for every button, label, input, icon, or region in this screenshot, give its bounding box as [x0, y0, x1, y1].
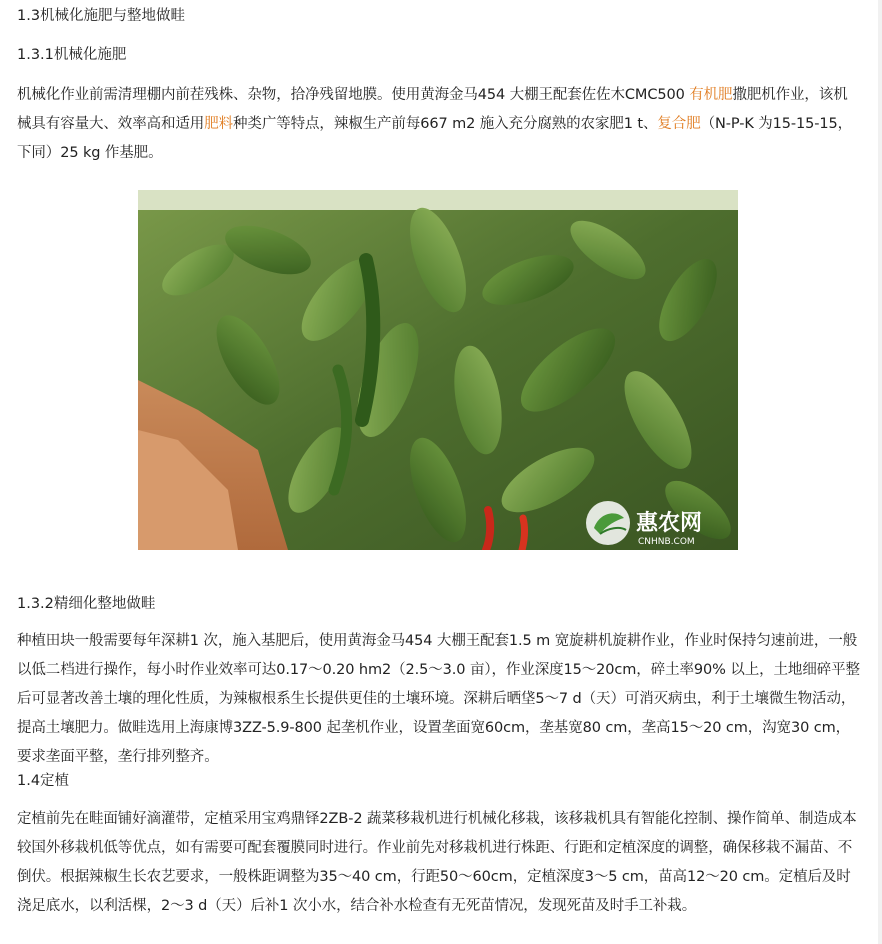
watermark-cn: 惠农网: [636, 511, 703, 536]
link-organic-fertilizer[interactable]: 有机肥: [689, 87, 733, 103]
paragraph-text: （N-P-K 为15-15-15，下同）25 kg 作基肥。: [17, 116, 853, 161]
paragraph-tillage: 种植田块一般需要每年深耕1 次，施入基肥后，使用黄海金马454 大棚王配套1.5 m 宽旋耕机旋耕作业，作业时保持匀速前进，一般以低二档进行操作，每小时作业效率可达0.17～0.20 hm2（2.5～3.0 亩），作业深度15～20cm，碎土率90% 以上，土地细碎平整后可显著改善土壤的理化性质，为辣椒根系生长提供更佳的土壤环境。深耕后晒垡5～7 d（天）可消灭病虫，利于土壤微生物活动，提高土壤肥力。做畦选用上海康博3ZZ-5.9-800 起垄机作业，设置垄面宽60cm，垄基宽80 cm，垄高15～20 cm，沟宽30 cm，要求垄面平整，垄行排列整齐。: [17, 633, 860, 765]
pepper-plants-photo: [138, 190, 738, 550]
paragraph-fertilization: [17, 81, 862, 168]
paragraph-text: 机械化作业前需清理棚内前茬残株、杂物，拾净残留地膜。使用黄海金马454 大棚王配套佐佐木CMC500: [17, 87, 690, 103]
paragraph-text: 撒肥机作业，该机械具有容量大、效率高和适用: [17, 87, 848, 132]
paragraph-text: 种类广等特点，辣椒生产前每667 m2 施入充分腐熟的农家肥1 t、: [233, 116, 658, 132]
section-heading-1-3: 1.3机械化施肥与整地做畦: [17, 8, 186, 24]
scrollbar[interactable]: [878, 0, 882, 944]
paragraph-transplanting: 定植前先在畦面铺好滴灌带，定植采用宝鸡鼎铎2ZB-2 蔬菜移栽机进行机械化移栽，该移栽机具有智能化控制、操作简单、制造成本较国外移栽机低等优点，如有需要可配套覆膜同时进行。作业前先对移栽机进行株距、行距和定植深度的调整，确保移栽不漏苗、不倒伏。根据辣椒生长农艺要求，一般株距调整为35～40 cm，行距50～60cm，定植深度3～5 cm，苗高12～20 cm。定植后及时浇足底水，以利活棵，2～3 d（天）后补1 次小水，结合补水检查有无死苗情况，发现死苗及时手工补栽。: [17, 811, 857, 914]
section-heading-1-3-2: 1.3.2精细化整地做畦: [17, 596, 156, 612]
section-heading-1-4: 1.4定植: [17, 773, 70, 789]
pepper-plants-illustration: [138, 190, 738, 550]
link-compound-fertilizer[interactable]: 复合肥: [657, 116, 701, 132]
link-fertilizer[interactable]: 肥料: [204, 116, 234, 132]
section-heading-1-3-1: 1.3.1机械化施肥: [17, 47, 127, 63]
watermark-en: CNHNB.COM: [638, 537, 695, 547]
